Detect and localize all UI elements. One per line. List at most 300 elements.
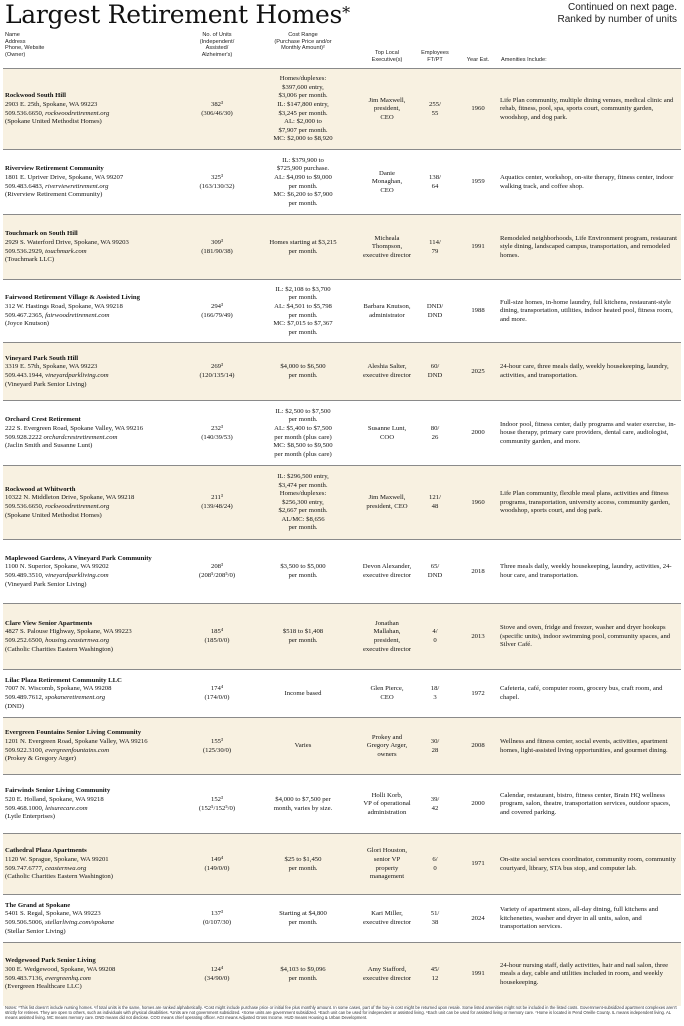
cost-line: $4,000 to $6,500 <box>280 363 326 371</box>
employees-cell <box>421 215 449 280</box>
cost-cell <box>253 670 353 718</box>
amenities-text: Life Plan community, flexible meal plans, activities and fitness programs, transportation, university access, community garden, woodshop, sports court, and dog park. <box>500 490 670 515</box>
unit-count: 174⁴ <box>210 685 224 693</box>
cost-line: Income based <box>284 689 322 697</box>
cost-cell <box>253 343 353 401</box>
unit-breakdown: (120/135/14) <box>199 372 235 379</box>
executive-cell <box>355 466 419 540</box>
unit-count: 124⁴ <box>210 965 224 973</box>
employees-line: 28 <box>431 746 439 754</box>
employees-line: 48 <box>431 503 439 510</box>
year-established: 2000 <box>471 429 485 437</box>
employees-line: 121/ <box>429 494 441 502</box>
header-executive <box>359 50 415 63</box>
header-cost-line: (Purchase Price and/or <box>274 38 332 45</box>
employees-cell <box>421 343 449 401</box>
units-cell <box>189 775 245 834</box>
cost-line: per month. <box>288 416 318 424</box>
cost-line: $7,907 per month. <box>278 126 328 134</box>
table-row <box>3 149 681 215</box>
year-cell <box>465 834 491 895</box>
amenities-text: Full-size homes, in-home laundry, full kitchens, restaurant-style dining, transportation, utilities, indoor heated pool, fitness room, and more. <box>500 298 673 323</box>
units-cell <box>189 604 245 670</box>
facility-address: 2929 S. Waterford Drive, Spokane, WA 99203 <box>5 238 129 246</box>
year-established: 2024 <box>471 914 485 922</box>
facility-phone: 509.483.6483, <box>5 182 44 190</box>
cost-line: Homes starting at $3,215 <box>269 238 337 246</box>
year-cell <box>465 540 491 604</box>
units-cell <box>189 215 245 280</box>
table-row <box>3 833 681 895</box>
executive-line: Prokey and <box>371 733 403 741</box>
facility-owner: (Touchmark LLC) <box>5 256 55 264</box>
facility-phone: 509.536.6650, <box>5 503 44 510</box>
employees-line: 138/ <box>429 173 441 181</box>
header-year: Year Est. <box>466 57 490 63</box>
cost-line: per month (plus care) <box>274 433 332 441</box>
cost-line: per month (plus care) <box>274 450 332 458</box>
employees-line: DND <box>427 572 443 579</box>
employees-cell <box>421 466 449 540</box>
cost-line: $4,103 to $9,096 <box>280 965 326 973</box>
cost-line: IL: $296,500 entry, <box>277 472 329 480</box>
year-established: 1960 <box>471 498 485 506</box>
header-employees <box>421 50 449 63</box>
executive-line: Amy Stafford, <box>367 965 407 973</box>
table-row <box>3 942 681 1006</box>
unit-count: 137³ <box>210 910 224 918</box>
employees-line: 55 <box>431 109 439 117</box>
header-exec-line: Top Local <box>375 50 399 56</box>
facility-address: 1120 W. Sprague, Spokane, WA 99201 <box>5 855 109 863</box>
facility-owner: (Lytle Enterprises) <box>5 813 55 821</box>
cost-line: per month. <box>288 311 318 319</box>
amenities-text: Cafeteria, café, computer room, grocery bus, craft room, and chapel. <box>500 685 663 701</box>
executive-line: Micheala <box>374 234 400 242</box>
cost-line: per month. <box>288 572 318 579</box>
unit-breakdown: (306/46/30) <box>201 109 233 117</box>
cost-line: $3,245 per month. <box>278 109 328 117</box>
year-cell <box>465 604 491 670</box>
amenities-text: On-site social services coordinator, community room, community courtyard, library, STA bus stop, and computer lab. <box>500 855 676 872</box>
cost-line: per month. <box>288 919 318 926</box>
amenities-text: Aquatics center, workshop, on-site therapy, fitness center, indoor walking track, and coffee shop. <box>500 173 674 190</box>
table-row <box>3 603 681 670</box>
page-title: Largest Retirement Homes* <box>5 0 350 29</box>
cost-cell <box>253 280 353 343</box>
executive-line: CEO <box>380 113 394 121</box>
unit-breakdown: (208⁵/208⁵/0) <box>198 572 236 579</box>
cost-cell <box>253 540 353 604</box>
executive-line: executive director <box>362 919 412 926</box>
employees-cell <box>421 540 449 604</box>
executive-line: Barbara Knutson, <box>363 302 411 310</box>
executive-line: COO <box>379 433 395 441</box>
header-units-line: No. of Units <box>202 32 232 38</box>
facility-website-link[interactable]: touchmark.com <box>45 247 87 255</box>
facility-phone: 509.467.2365, <box>5 311 44 319</box>
cost-line: per month. <box>288 247 318 255</box>
executive-line: president, <box>373 637 401 644</box>
cost-line: Starting at $4,800 <box>279 910 327 918</box>
facility-owner: (DND) <box>5 702 24 710</box>
executive-cell <box>355 540 419 604</box>
facility-name: Maplewood Gardens, A Vineyard Park Community <box>5 554 152 562</box>
facility-owner: (Catholic Charities Eastern Washington) <box>5 873 113 881</box>
executive-line: executive director <box>362 251 412 259</box>
executive-line: executive director <box>362 572 412 579</box>
page <box>3 0 681 1026</box>
employees-line: 79 <box>431 247 439 255</box>
executive-line: CEO <box>380 186 394 194</box>
executive-line: Glen Pierce, <box>370 685 404 693</box>
year-cell <box>465 280 491 343</box>
name-cell <box>5 670 188 718</box>
cost-line: AL/MC: $8,656 <box>281 515 325 523</box>
unit-breakdown: (185/0/0) <box>204 637 230 644</box>
employees-line: 65/ <box>430 563 440 571</box>
employees-line: 3 <box>433 694 437 701</box>
units-cell <box>189 540 245 604</box>
amenities-cell <box>500 150 680 215</box>
cost-cell <box>253 604 353 670</box>
name-cell <box>5 466 188 540</box>
executive-line: VP of operational <box>363 800 411 808</box>
employees-line: 80/ <box>430 424 440 432</box>
cost-cell <box>253 834 353 895</box>
employees-line: 12 <box>431 974 439 982</box>
facility-owner: (Vineyard Park Senior Living) <box>5 380 87 388</box>
units-cell <box>189 670 245 718</box>
facility-website-link[interactable]: housing.ceasternwa.org <box>45 637 110 644</box>
executive-line: president, CEO <box>366 503 408 510</box>
executive-line: Jim Maxwell, <box>368 96 406 104</box>
cost-line: $2,667 per month. <box>278 507 328 515</box>
name-cell <box>5 150 188 215</box>
cost-cell <box>253 215 353 280</box>
name-cell <box>5 215 188 280</box>
executive-line: owners <box>377 750 397 758</box>
employees-cell <box>421 401 449 466</box>
cost-line: MC: $7,015 to $7,367 <box>273 320 333 328</box>
facility-address: 7007 N. Wiscomb, Spokane, WA 99208 <box>5 685 112 693</box>
facility-phone: 509.536.6650, <box>5 109 44 117</box>
year-cell <box>465 401 491 466</box>
employees-line: 0 <box>433 864 437 872</box>
unit-breakdown: (152⁵/152⁵/0) <box>198 804 236 812</box>
executive-line: CEO <box>380 694 394 701</box>
unit-breakdown: (139/48/24) <box>201 503 233 510</box>
employees-line: 255/ <box>429 100 441 108</box>
unit-breakdown: (181/90/38) <box>201 247 233 255</box>
facility-name: Cathedral Plaza Apartments <box>5 847 87 855</box>
table-row <box>3 669 681 718</box>
employees-cell <box>421 834 449 895</box>
footnotes: Notes: *This list doesn't include nursing homes. ¹If total units is the same, homes are ranked alphabetically. ²Cost might include purchase price or initial fee plus monthly amount. In some cases, part of the buy-in cost might be returned upon resale. Some listed amenities might not be included in the listed costs. Government-subsidized apartment complexes aren't strictly for retirees. They are open to others, such as individuals with physical disabilities. ³Units are not government subsidized. ⁴Some units are government subsidized. ⁵Each unit can be used for independent or assisted living. ⁶Each unit can be used for assisted living or memory care. ⁷Home is located in Pend Oreille County. IL means independent living. AL means assisted living. MC means memory care. DND means did not disclose. COO means chief operating officer. AGI means Adjusted Gross Income. HUD means Housing & Urban Development. <box>5 1005 677 1020</box>
year-cell <box>465 943 491 1006</box>
facility-phone: 509.483.7136, <box>5 974 44 982</box>
facility-name: Riverview Retirement Community <box>5 165 104 173</box>
facility-website-link[interactable]: spokaneretirement.org <box>45 694 106 701</box>
executive-cell <box>355 343 419 401</box>
employees-cell <box>421 604 449 670</box>
header-name-line: Name <box>5 32 20 38</box>
facility-website-link[interactable]: stellarliving.com/spokane <box>45 919 115 926</box>
cost-line: IL: $147,800 entry, <box>277 100 329 108</box>
facility-owner: (Stellar Senior Living) <box>5 927 66 935</box>
facility-name: Touchmark on South Hill <box>5 230 78 238</box>
executive-cell <box>355 670 419 718</box>
facility-phone: 509.468.1000, <box>5 804 44 812</box>
facility-address: 10322 N. Middleton Drive, Spokane, WA 99218 <box>5 494 135 502</box>
facility-website-link[interactable]: ceasternwa.org <box>45 864 87 872</box>
header-emp-line: Employees <box>421 50 449 56</box>
facility-owner: (Prokey & Gregory Arger) <box>5 755 77 763</box>
year-established: 2000 <box>471 800 485 808</box>
facility-website-link[interactable]: evergreenhq.com <box>45 974 91 982</box>
executive-cell <box>355 943 419 1006</box>
table-row <box>3 68 681 150</box>
employees-line: 45/ <box>430 965 440 973</box>
facility-phone: 509.506.5006, <box>5 919 44 926</box>
cost-line: AL: $4,501 to $5,798 <box>274 302 332 310</box>
facility-phone: 509.747.6777, <box>5 864 44 872</box>
unit-count: 155³ <box>210 737 224 745</box>
cost-cell <box>253 775 353 834</box>
unit-count: 232³ <box>210 424 224 432</box>
executive-cell <box>355 718 419 775</box>
header-cost-line: Cost Range <box>288 32 318 38</box>
unit-breakdown: (149/0/0) <box>204 864 230 872</box>
units-cell <box>189 943 245 1006</box>
amenities-text: Wellness and fitness center, social events, activities, apartment homes, light-assisted living opportunities, and gourmet dining. <box>500 737 668 754</box>
amenities-cell <box>500 718 680 775</box>
employees-cell <box>421 280 449 343</box>
name-cell <box>5 775 188 834</box>
table-row <box>3 717 681 775</box>
employees-cell <box>421 775 449 834</box>
year-established: 2008 <box>471 742 485 750</box>
executive-line: Susanne Lunt, <box>367 424 407 432</box>
executive-cell <box>355 69 419 150</box>
executive-cell <box>355 775 419 834</box>
facility-owner: (Spokane United Methodist Homes) <box>5 118 102 126</box>
facility-website-link[interactable]: fairwoodretirement.com <box>45 311 110 319</box>
facility-address: 312 W. Hastings Road, Spokane, WA 99218 <box>5 302 123 310</box>
executive-line: Jim Maxwell, <box>368 494 406 502</box>
amenities-cell <box>500 280 680 343</box>
employees-line: 60/ <box>430 363 440 371</box>
executive-line: executive director <box>362 974 412 982</box>
facility-website-link[interactable]: orchardcrestretirement.com <box>43 433 118 441</box>
cost-cell <box>253 401 353 466</box>
facility-phone: 509.928.2222 <box>5 433 42 441</box>
executive-line: executive director <box>362 372 412 379</box>
unit-breakdown: (174/0/0) <box>204 694 230 701</box>
facility-website-link[interactable]: vineyardparkliving.com <box>45 572 109 579</box>
facility-website-link[interactable]: riverviewretirement.org <box>45 182 109 190</box>
unit-count: 211³ <box>211 494 223 502</box>
executive-cell <box>355 150 419 215</box>
amenities-cell <box>500 69 680 150</box>
units-cell <box>189 69 245 150</box>
units-cell <box>189 718 245 775</box>
cost-line: $3,006 per month. <box>278 92 328 100</box>
name-cell <box>5 401 188 466</box>
executive-line: management <box>369 873 405 881</box>
units-cell <box>189 150 245 215</box>
header-address-line: Address <box>5 38 26 45</box>
executive-line: executive director <box>362 645 412 653</box>
units-cell <box>189 834 245 895</box>
amenities-cell <box>500 401 680 466</box>
facility-website-link[interactable]: rockwoodretirement.org <box>45 109 110 117</box>
year-established: 2018 <box>471 567 485 575</box>
year-established: 1988 <box>471 307 485 315</box>
facility-phone: 509.252.6500, <box>5 637 44 644</box>
executive-line: property <box>375 864 399 872</box>
continued-line: Continued on next page. <box>568 2 677 13</box>
unit-breakdown: (166/79/49) <box>201 311 233 319</box>
facility-website-link[interactable]: vineyardparkliving.com <box>45 372 109 379</box>
continued-note <box>557 2 677 25</box>
amenities-cell <box>500 670 680 718</box>
facility-website-link[interactable]: evergreenfountains.com <box>45 746 110 754</box>
facility-name: Fairwinds Senior Living Community <box>5 787 111 795</box>
name-cell <box>5 604 188 670</box>
amenities-cell <box>500 943 680 1006</box>
units-cell <box>189 895 245 943</box>
facility-owner: (Riverview Retirement Community) <box>5 191 103 199</box>
year-cell <box>465 670 491 718</box>
executive-line: Aleshia Salter, <box>367 363 407 371</box>
name-cell <box>5 540 188 604</box>
facility-name: Vineyard Park South Hill <box>5 354 79 362</box>
year-established: 1959 <box>471 178 485 186</box>
amenities-text: Indoor pool, fitness center, daily programs and water exercise, in-house therapy, primary care providers, dental care, audiologist, community garden, and more. <box>500 420 676 445</box>
employees-line: 26 <box>431 433 439 441</box>
cost-line: per month. <box>288 864 318 872</box>
executive-line: Kari Miller, <box>371 910 403 918</box>
cost-line: per month. <box>288 372 318 379</box>
table-row <box>3 774 681 834</box>
table-row <box>3 894 681 943</box>
header-units <box>189 32 245 58</box>
executive-line: Mallahan, <box>373 628 401 636</box>
unit-count: 382³ <box>210 100 224 108</box>
employees-cell <box>421 943 449 1006</box>
year-cell <box>465 718 491 775</box>
facility-address: 2903 E. 25th, Spokane, WA 99223 <box>5 100 98 108</box>
year-established: 1991 <box>471 970 485 978</box>
amenities-cell <box>500 834 680 895</box>
employees-line: 38 <box>431 919 439 926</box>
executive-line: Jonathan <box>375 619 399 627</box>
year-established: 2013 <box>471 632 485 640</box>
unit-breakdown: (34/90/0) <box>204 974 230 982</box>
amenities-text: Life Plan community, multiple dining venues, medical clinic and rehab, fitness, pool, spa, sports court, community garden, woodshop, and dog park. <box>500 96 674 121</box>
cost-line: per month. <box>288 182 318 190</box>
cost-line: Homes/duplexes: <box>279 75 327 83</box>
facility-address: 300 E. Wedgewood, Spokane, WA 99208 <box>5 965 116 973</box>
table-header <box>3 32 681 68</box>
name-cell <box>5 943 188 1006</box>
cost-line: MC: $8,500 to $9,500 <box>273 442 333 450</box>
executive-line: Devon Alexander, <box>362 563 412 571</box>
cost-line: $725,900 purchase. <box>276 165 330 173</box>
name-cell <box>5 343 188 401</box>
employees-cell <box>421 718 449 775</box>
cost-line: IL: $2,108 to $3,700 <box>275 285 331 293</box>
unit-breakdown: (125/30/0) <box>202 746 232 754</box>
name-cell <box>5 280 188 343</box>
cost-line: AL: $5,400 to $7,500 <box>274 424 332 432</box>
facility-address: 520 E. Holland, Spokane, WA 99218 <box>5 795 104 803</box>
executive-cell <box>355 215 419 280</box>
header-cost-line: Monthly Amount)² <box>281 45 325 52</box>
facility-phone: 509.489.7612, <box>5 694 44 701</box>
employees-line: 42 <box>431 804 439 812</box>
cost-cell <box>253 69 353 150</box>
amenities-cell <box>500 466 680 540</box>
year-cell <box>465 466 491 540</box>
unit-count: 269³ <box>210 363 224 371</box>
amenities-cell <box>500 775 680 834</box>
facility-owner: (Catholic Charities Eastern Washington) <box>5 645 113 653</box>
employees-line: 6/ <box>432 855 438 863</box>
executive-line: administrator <box>369 311 405 319</box>
facility-address: 222 S. Evergreen Road, Spokane Valley, WA 99216 <box>5 424 144 432</box>
cost-line: $256,300 entry, <box>282 498 324 506</box>
executive-line: Danie <box>379 169 395 177</box>
facility-address: 1100 N. Superior, Spokane, WA 99202 <box>5 563 109 571</box>
employees-line: 0 <box>433 637 437 644</box>
header-units-line: Alzheimer's) <box>201 51 233 58</box>
cost-cell <box>253 150 353 215</box>
facility-phone: 509.443.1944, <box>5 372 44 379</box>
table-row <box>3 539 681 604</box>
unit-count: 325³ <box>210 173 224 181</box>
facility-phone: 509.536.2929, <box>5 247 44 255</box>
cost-line: AL: $4,090 to $9,000 <box>274 173 332 181</box>
executive-line: senior VP <box>373 855 401 863</box>
facility-name: Clare View Senior Apartments <box>5 619 93 627</box>
executive-cell <box>355 401 419 466</box>
employees-cell <box>421 895 449 943</box>
facility-name: Rockwood South Hill <box>5 92 66 100</box>
year-cell <box>465 343 491 401</box>
year-cell <box>465 775 491 834</box>
facility-name: Lilac Plaza Retirement Community LLC <box>5 676 122 684</box>
amenities-text: Variety of apartment sizes, all-day dining, full kitchens and kitchenettes, washer and dryer in all units, salon, and transportation services. <box>500 906 659 931</box>
employees-line: 51/ <box>430 910 440 918</box>
amenities-cell <box>500 215 680 280</box>
facility-website-link[interactable]: rockwoodretirement.org <box>45 503 110 510</box>
executive-line: Holli Korb, <box>371 791 403 799</box>
unit-breakdown: (140/39/53) <box>201 433 233 441</box>
employees-cell <box>421 69 449 150</box>
employees-line: 18/ <box>430 685 440 693</box>
employees-line: 64 <box>431 182 439 190</box>
amenities-text: 24-hour care, three meals daily, weekly housekeeping, laundry, activities, and transportation. <box>500 363 669 379</box>
year-cell <box>465 215 491 280</box>
facility-website-link[interactable]: leisurecare.com <box>45 804 88 812</box>
year-cell <box>465 150 491 215</box>
cost-line: Varies <box>294 742 312 750</box>
ranking-line: Ranked by number of units <box>557 13 677 25</box>
header-phone-line: Phone, Website <box>5 45 45 52</box>
unit-count: 294³ <box>210 302 224 310</box>
